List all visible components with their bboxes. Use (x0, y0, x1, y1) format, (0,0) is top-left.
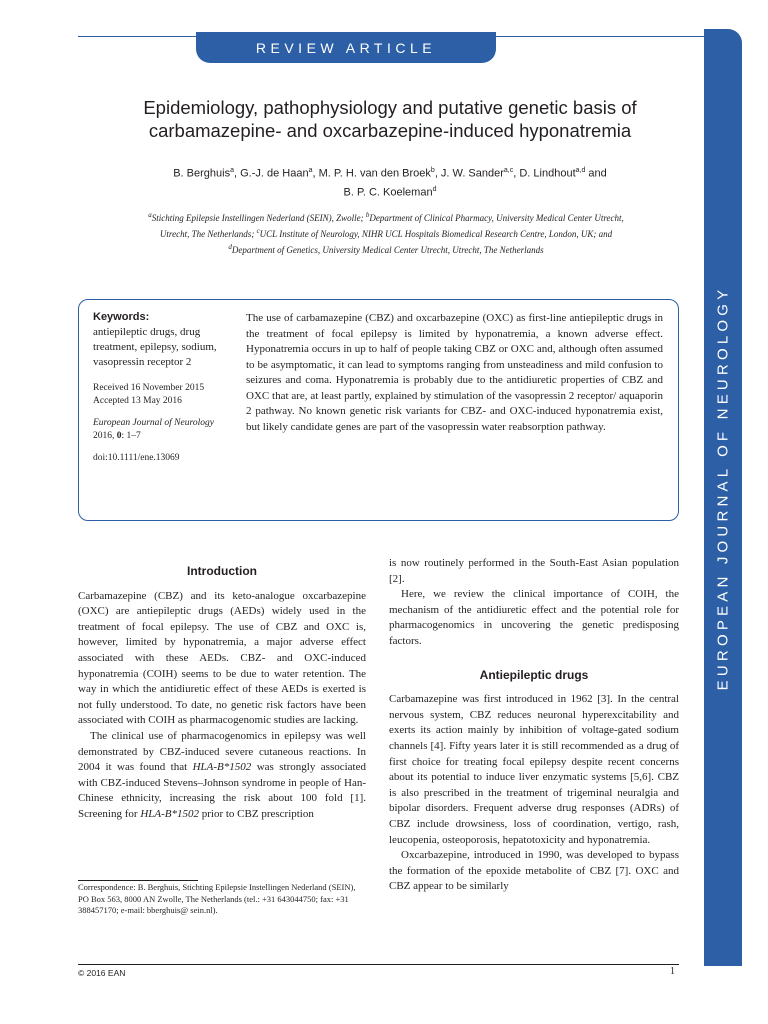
citation-year: 2016, (93, 431, 117, 441)
affiliation-text: Department of Genetics, University Medical Center Utrecht, Utrecht, The Netherlands (231, 245, 544, 255)
affiliation-marker: d (228, 243, 232, 251)
correspondence-footnote: Correspondence: B. Berghuis, Stichting Epilepsie Instellingen Nederland (SEIN), PO Box 563, 8000 AN Zwolle, The Netherlands (tel.: +31 643044750; fax: +31 388457170; e-mail: bberghuis@ sein.nl). (78, 882, 356, 915)
affiliation-text: UCL Institute of Neurology, NIHR UCL Hospitals Biomedical Research Centre, London, UK; and (259, 229, 613, 239)
title-line-1: Epidemiology, pathophysiology and putative genetic basis of (143, 97, 637, 118)
right-column (389, 556, 679, 895)
affiliation-text: Department of Clinical Pharmacy, University Medical Center Utrecht, (369, 213, 624, 223)
left-column (78, 564, 366, 823)
citation-pages: : 1–7 (121, 431, 141, 441)
affiliation-line-3 (86, 241, 686, 257)
journal-name-vertical: EUROPEAN JOURNAL OF NEUROLOGY (714, 285, 732, 691)
affiliation-marker: a (230, 167, 234, 174)
copyright: © 2016 EAN (78, 968, 126, 978)
author-list (90, 163, 690, 200)
paragraph: Oxcarbazepine, introduced in 1990, was developed to bypass the formation of the epoxide metabolite of CBZ [7]. OXC and CBZ appear to be similarly (389, 849, 679, 893)
affiliation-text: Utrecht, The Netherlands; (159, 229, 257, 239)
author-name: , M. P. H. van den Broek (312, 167, 431, 180)
affiliation-text: Stichting Epilepsie Instellingen Nederland (SEIN), Zwolle; (151, 213, 366, 223)
section-heading-introduction: Introduction (187, 564, 257, 578)
footer-rule (78, 964, 679, 965)
gene-name: HLA-B*1502 (192, 761, 252, 774)
title-line-2: carbamazepine- and oxcarbazepine-induced hyponatremia (148, 120, 632, 141)
author-line-2 (90, 182, 690, 201)
author-line-1 (90, 163, 690, 182)
affiliation-line-1 (86, 209, 686, 225)
journal-name: European Journal of Neurology (93, 418, 214, 428)
affiliation-marker: d (432, 185, 437, 193)
text-run: was strongly associated with CBZ-induced Stevens–Johnson syndrome in people of Han-Chinese ethnicity, increasing the risk about 100 fold [1]. Screening for (78, 761, 366, 820)
citation-volume: 0 (116, 431, 122, 441)
affiliation-marker: a,c (503, 167, 514, 174)
abstract-text: The use of carbamazepine (CBZ) and oxcarbazepine (OXC) as first-line antiepileptic drugs in the treatment of focal epilepsy is limited by hyponatremia, a known adverse effect. Hyponatremia occurs in up to half of people taking CBZ or OXC and, although often assumed to be asymptomatic, it can lead to symptoms ranging from unsteadiness and mild confusion to seizures and coma. Hyponatremia is probably due to the antidiuretic properties of CBZ and OXC that are, at least partly, explained by stimulation of the vasopressin 2 receptor/ aquaporin 2 pathway. No known genetic risk variants for CBZ- and OXC-induced hyponatremia exist, but likely candidate genes are part of the vasopressin water reabsorption pathway. (246, 312, 663, 433)
affiliation-marker: a,d (575, 167, 586, 174)
doi[interactable]: doi:10.1111/ene.13069 (93, 453, 180, 463)
paragraph: Here, we review the clinical importance of COIH, the mechanism of the antidiuretic effect and the potential role for pharmacogenomics in uncovering the genetic predisposing factors. (389, 588, 679, 647)
paragraph (78, 729, 366, 823)
section-heading-antiepileptic-drugs: Antiepileptic drugs (479, 667, 589, 682)
author-name: B. Berghuis (173, 167, 231, 180)
received-date: Received 16 November 2015 (93, 383, 205, 393)
paragraph: is now routinely performed in the South-East Asian population [2]. (389, 557, 679, 585)
affiliations (86, 209, 686, 257)
text-run: The clinical use of pharmacogenomics in epilepsy was well demonstrated by CBZ-induced severe cutaneous reactions. In 2004 it was found that (78, 729, 366, 774)
author-name: , J. W. Sander (434, 167, 504, 180)
keywords-heading: Keywords: (93, 311, 150, 323)
author-conjunction: and (585, 167, 607, 180)
author-name: , D. Lindhout (513, 167, 576, 180)
footnote-rule (78, 880, 198, 881)
keywords-column (93, 310, 233, 465)
affiliation-marker: a (148, 211, 152, 219)
accepted-date: Accepted 13 May 2016 (93, 396, 182, 406)
author-name: B. P. C. Koeleman (343, 186, 433, 199)
affiliation-marker: b (430, 167, 435, 174)
affiliation-marker: c (256, 227, 260, 235)
citation (93, 417, 233, 443)
keywords-list: antiepileptic drugs, drug treatment, epilepsy, sodium, vasopressin receptor 2 (93, 326, 217, 368)
article-title (90, 96, 690, 142)
paragraph: Carbamazepine was first introduced in 1962 [3]. In the central nervous system, CBZ reduces neuronal hyperexcitability and exerts its action mainly by inhibition of voltage-gated sodium channels [4]. Fifty years later it is still recommended as a drug of first choice for treating focal epilepsy despite recent concerns about its potential to induce liver enzymatic systems [5,6]. CBZ is also prescribed in the treatment of trigeminal neuralgia and bipolar disorders. Frequent adverse drug responses (ADRs) of CBZ include drowsiness, loss of coordination, vertigo, rash, leucopenia, osteoporosis, hepatotoxicity and hyponatremia. (389, 693, 679, 846)
affiliation-marker: a (308, 167, 313, 174)
paragraph: Carbamazepine (CBZ) and its keto-analogue oxcarbazepine (OXC) are antiepileptic drugs (AEDs) widely used in the treatment of focal epilepsy. The use of CBZ and OXC is, however, limited by hyponatremia, a major adverse effect associated with these AEDs. CBZ- and OXC-induced hyponatremia (COIH) seems to be due to water retention. The way in which the antidiuretic effect of these AEDs is exerted is not fully understood. To date, no genetic risk factors have been associated with COIH as pharmacogenomic studies are lacking. (78, 589, 366, 727)
page-number: 1 (670, 966, 675, 977)
affiliation-line-2 (86, 225, 686, 241)
affiliation-marker: b (365, 211, 370, 219)
text-run: prior to CBZ prescription (198, 807, 314, 820)
article-type-banner: REVIEW ARTICLE (196, 32, 496, 63)
author-name: , G.-J. de Haan (233, 167, 309, 180)
gene-name: HLA-B*1502 (140, 807, 199, 820)
